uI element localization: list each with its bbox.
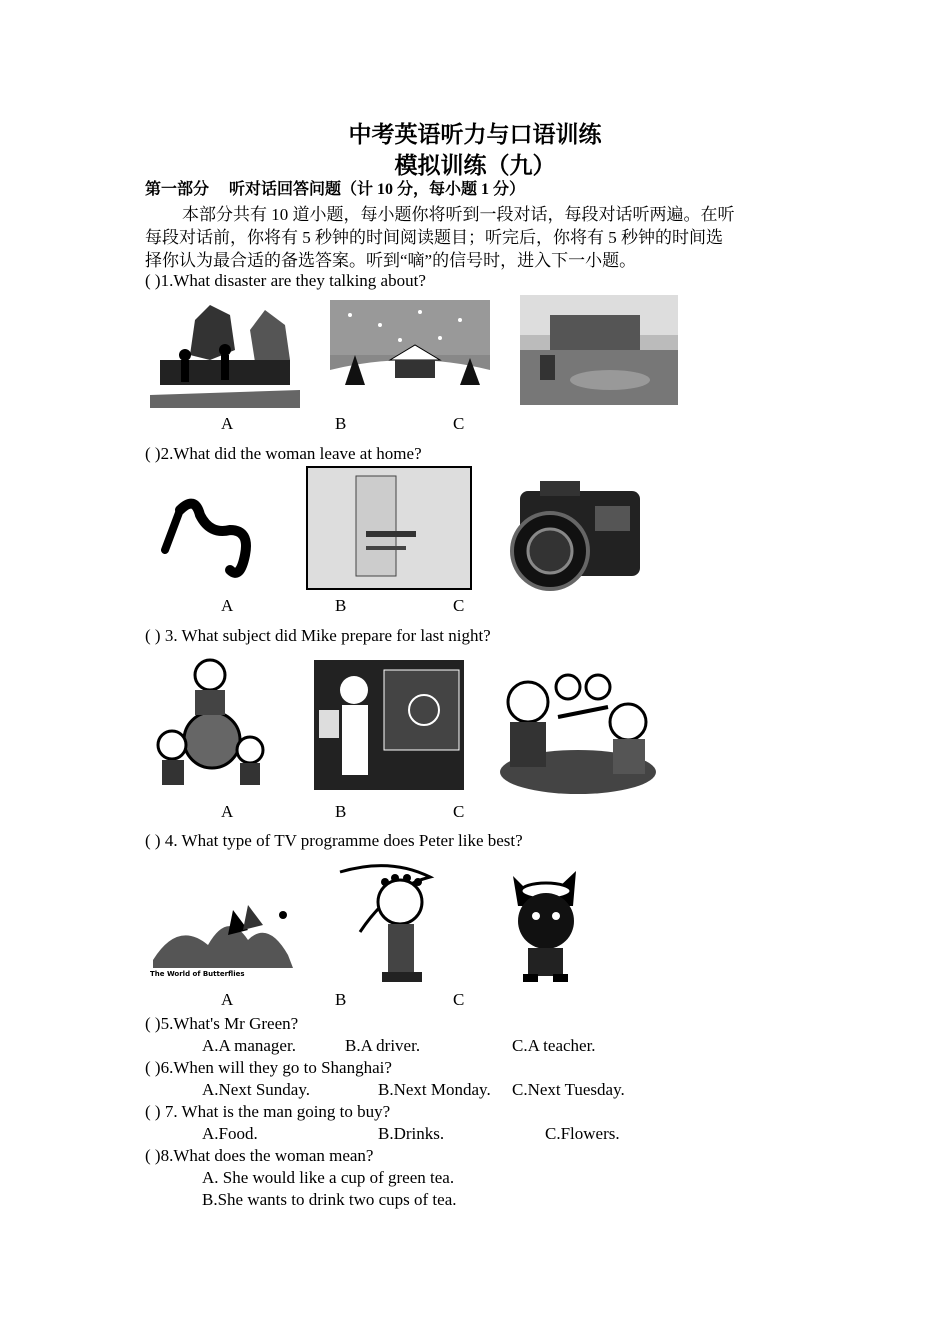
q2-label-b: B [335, 596, 347, 615]
answer-blank[interactable]: ( ) [145, 1058, 161, 1077]
instruction-line: 每段对话前，你将有 5 秒钟的时间阅读题目；听完后，你将有 5 秒钟的时间选 [145, 228, 723, 247]
answer-blank[interactable]: ( ) [145, 271, 161, 290]
q4-label-c: C [453, 990, 465, 1009]
q1-option-c-picture [520, 295, 678, 405]
answer-blank[interactable]: ( ) [145, 831, 161, 850]
q5-option-c[interactable]: C.A teacher. [512, 1036, 596, 1055]
page-subtitle: 模拟训练（九） [394, 152, 556, 179]
q1-label-c: C [453, 414, 465, 433]
question-text: 7. What is the man going to buy? [160, 1102, 391, 1121]
q2-label-a: A [221, 596, 234, 615]
question-5 [145, 1014, 298, 1034]
answer-blank[interactable]: ( ) [145, 1014, 161, 1033]
question-text: 4. What type of TV programme does Peter like best? [160, 831, 523, 850]
q3-label-a: A [221, 802, 234, 821]
question-6 [145, 1058, 392, 1078]
page-title: 中考英语听力与口语训练 [348, 121, 602, 148]
section-part: 第一部分 [145, 181, 210, 198]
q3-label-c: C [453, 802, 465, 821]
q1-option-a-picture [150, 300, 300, 408]
q7-option-a[interactable]: A.Food. [202, 1124, 258, 1143]
q3-label-b: B [335, 802, 347, 821]
question-text: 5.What's Mr Green? [160, 1014, 299, 1033]
instruction-line: 本部分共有 10 道小题，每小题你将听到一段对话，每段对话听两遍。在听 [182, 205, 735, 224]
q5-option-b[interactable]: B.A driver. [345, 1036, 421, 1055]
q1-label-a: A [221, 414, 234, 433]
q6-option-a[interactable]: A.Next Sunday. [202, 1080, 310, 1099]
section-heading [145, 176, 525, 199]
q7-option-b[interactable]: B.Drinks. [378, 1124, 445, 1143]
q2-option-b-picture [306, 466, 472, 590]
q2-label-c: C [453, 596, 465, 615]
q3-option-a-picture [150, 655, 275, 790]
q4-option-c-picture [498, 866, 593, 986]
q1-label-b: B [335, 414, 347, 433]
q8-option-a[interactable]: A. She would like a cup of green tea. [202, 1168, 455, 1187]
question-2 [145, 444, 422, 464]
question-7 [145, 1102, 390, 1122]
q4-label-a: A [221, 990, 234, 1009]
question-8 [145, 1146, 373, 1166]
q3-option-b-picture [314, 660, 464, 790]
question-text: 2.What did the woman leave at home? [160, 444, 422, 463]
question-text: 1.What disaster are they talking about? [160, 271, 426, 290]
instruction-line: 择你认为最合适的备选答案。听到“嘀”的信号时，进入下一小题。 [145, 251, 637, 270]
question-text: 6.When will they go to Shanghai? [160, 1058, 392, 1077]
q4-label-b: B [335, 990, 347, 1009]
question-3 [145, 626, 491, 646]
q1-option-b-picture [330, 300, 490, 400]
answer-blank[interactable]: ( ) [145, 1146, 161, 1165]
answer-blank[interactable]: ( ) [145, 1102, 161, 1121]
answer-blank[interactable]: ( ) [145, 444, 161, 463]
question-text: 3. What subject did Mike prepare for last night? [160, 626, 491, 645]
section-title: 听对话回答问题（计 10 分，每小题 1 分） [229, 181, 526, 198]
question-1 [145, 271, 426, 291]
q6-option-b[interactable]: B.Next Monday. [378, 1080, 491, 1099]
q4-caption: The World of Butterflies [150, 970, 245, 978]
q8-option-b[interactable]: B.She wants to drink two cups of tea. [202, 1190, 457, 1209]
question-4 [145, 831, 523, 851]
q5-option-a[interactable]: A.A manager. [202, 1036, 296, 1055]
answer-blank[interactable]: ( ) [145, 626, 161, 645]
q3-option-c-picture [498, 667, 658, 795]
q4-option-a-picture [148, 900, 298, 978]
q4-option-b-picture [330, 862, 450, 984]
q2-option-a-picture [155, 495, 265, 590]
question-text: 8.What does the woman mean? [160, 1146, 374, 1165]
q7-option-c[interactable]: C.Flowers. [545, 1124, 620, 1143]
q6-option-c[interactable]: C.Next Tuesday. [512, 1080, 625, 1099]
q2-option-c-picture [500, 476, 645, 591]
